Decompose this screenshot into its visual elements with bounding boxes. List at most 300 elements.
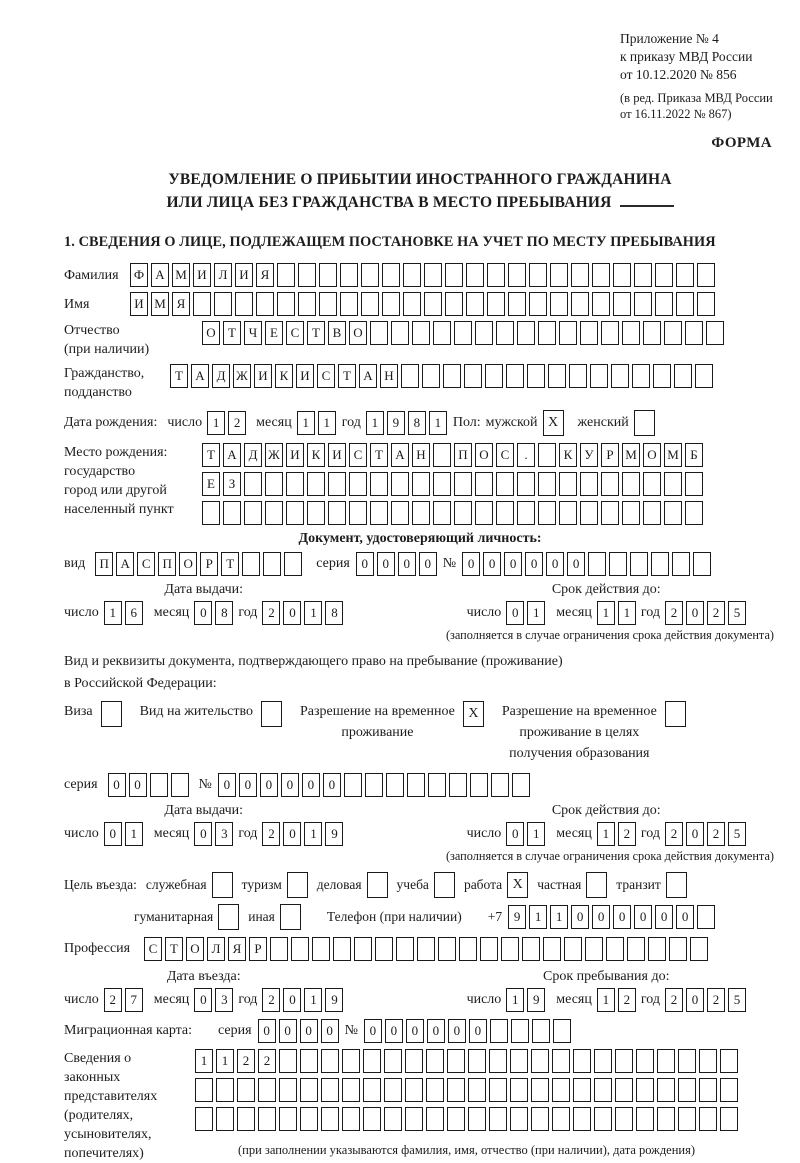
identity-type-cell[interactable]: Р — [200, 552, 218, 576]
residence-issue-day-cell[interactable]: 1 — [125, 822, 143, 846]
legal-representatives-cell[interactable] — [615, 1078, 633, 1102]
surname-cell[interactable] — [592, 263, 610, 287]
given-name-cell[interactable] — [403, 292, 421, 316]
legal-representatives-cell[interactable] — [237, 1078, 255, 1102]
birth-place-cell[interactable]: З — [223, 472, 241, 496]
birth-place-cell[interactable] — [454, 501, 472, 525]
given-name-cell[interactable] — [466, 292, 484, 316]
residence-issue-month-cell[interactable]: 3 — [215, 822, 233, 846]
migration-number-cell[interactable] — [511, 1019, 529, 1043]
identity-number-cell[interactable] — [693, 552, 711, 576]
identity-number-cell[interactable]: 0 — [567, 552, 585, 576]
profession-cell[interactable] — [438, 937, 456, 961]
purpose-official-checkbox-box[interactable] — [212, 872, 233, 898]
birth-place-cell[interactable]: Б — [685, 443, 703, 467]
birth-place-cell[interactable] — [517, 501, 535, 525]
phone-digit-cell[interactable]: 0 — [613, 905, 631, 929]
migration-number-cell[interactable]: 0 — [469, 1019, 487, 1043]
patronymic-cell[interactable]: Ч — [244, 321, 262, 345]
birth-place-cell[interactable] — [265, 501, 283, 525]
legal-representatives-cell[interactable] — [552, 1107, 570, 1131]
citizenship-cell[interactable]: И — [296, 364, 314, 388]
legal-representatives-cell[interactable] — [510, 1107, 528, 1131]
birth-place-cell[interactable] — [307, 501, 325, 525]
residence-issue-year-cell[interactable]: 2 — [262, 822, 280, 846]
residence-number-cell[interactable] — [365, 773, 383, 797]
surname-cell[interactable]: И — [235, 263, 253, 287]
birth-place-cell[interactable] — [601, 501, 619, 525]
residence-valid-day-cell[interactable]: 1 — [527, 822, 545, 846]
birth-place-cell[interactable] — [601, 472, 619, 496]
citizenship-cell[interactable]: А — [191, 364, 209, 388]
citizenship-cell[interactable]: Т — [170, 364, 188, 388]
given-name-cell[interactable] — [445, 292, 463, 316]
patronymic-cell[interactable] — [391, 321, 409, 345]
migration-series-cell[interactable]: 0 — [258, 1019, 276, 1043]
entry-year-cell[interactable]: 0 — [283, 988, 301, 1012]
given-name-cell[interactable] — [277, 292, 295, 316]
phone-digit-cell[interactable]: 1 — [529, 905, 547, 929]
birth-place-cell[interactable] — [349, 472, 367, 496]
patronymic-cell[interactable] — [664, 321, 682, 345]
residence-number-cell[interactable] — [386, 773, 404, 797]
identity-valid-day-cell[interactable]: 0 — [506, 601, 524, 625]
legal-representatives-cell[interactable] — [405, 1107, 423, 1131]
birth-place-cell[interactable] — [496, 501, 514, 525]
legal-representatives-cell[interactable] — [384, 1049, 402, 1073]
purpose-study-checkbox-box[interactable] — [434, 872, 455, 898]
birth-place-cell[interactable] — [202, 501, 220, 525]
identity-number-cell[interactable]: 0 — [525, 552, 543, 576]
residence-number-cell[interactable] — [449, 773, 467, 797]
citizenship-cell[interactable] — [422, 364, 440, 388]
legal-representatives-cell[interactable] — [300, 1078, 318, 1102]
legal-representatives-cell[interactable] — [657, 1107, 675, 1131]
profession-cell[interactable] — [501, 937, 519, 961]
birth-place-cell[interactable]: Е — [202, 472, 220, 496]
legal-representatives-cell[interactable] — [573, 1078, 591, 1102]
birth-month-cell[interactable]: 1 — [297, 411, 315, 435]
stay-year-cell[interactable]: 2 — [707, 988, 725, 1012]
surname-cell[interactable] — [655, 263, 673, 287]
surname-cell[interactable] — [319, 263, 337, 287]
given-name-cell[interactable] — [214, 292, 232, 316]
citizenship-cell[interactable] — [632, 364, 650, 388]
legal-representatives-cell[interactable] — [678, 1107, 696, 1131]
given-name-cell[interactable] — [529, 292, 547, 316]
residence-valid-month-cell[interactable]: 2 — [618, 822, 636, 846]
legal-representatives-cell[interactable] — [594, 1049, 612, 1073]
identity-valid-year-cell[interactable]: 2 — [665, 601, 683, 625]
stay-year-cell[interactable]: 2 — [665, 988, 683, 1012]
birth-place-cell[interactable]: . — [517, 443, 535, 467]
legal-representatives-cell[interactable] — [342, 1107, 360, 1131]
purpose-other-checkbox-box[interactable] — [280, 904, 301, 930]
residence-number-cell[interactable] — [428, 773, 446, 797]
legal-representatives-cell[interactable] — [363, 1078, 381, 1102]
birth-place-cell[interactable]: С — [496, 443, 514, 467]
given-name-cell[interactable] — [298, 292, 316, 316]
patronymic-cell[interactable] — [475, 321, 493, 345]
birth-place-cell[interactable]: О — [475, 443, 493, 467]
given-name-cell[interactable] — [382, 292, 400, 316]
sex-female-checkbox-box[interactable] — [634, 410, 655, 436]
purpose-work-checkbox-box[interactable]: X — [507, 872, 528, 898]
legal-representatives-cell[interactable] — [300, 1049, 318, 1073]
identity-issue-day-cell[interactable]: 6 — [125, 601, 143, 625]
residence-number-cell[interactable] — [512, 773, 530, 797]
citizenship-cell[interactable] — [590, 364, 608, 388]
patronymic-cell[interactable] — [580, 321, 598, 345]
surname-cell[interactable] — [466, 263, 484, 287]
profession-cell[interactable]: О — [186, 937, 204, 961]
citizenship-cell[interactable]: Н — [380, 364, 398, 388]
identity-issue-year-cell[interactable]: 8 — [325, 601, 343, 625]
legal-representatives-cell[interactable] — [636, 1107, 654, 1131]
residence-valid-day-cell[interactable]: 0 — [506, 822, 524, 846]
legal-representatives-cell[interactable] — [636, 1049, 654, 1073]
phone-digit-cell[interactable] — [697, 905, 715, 929]
birth-year-cell[interactable]: 1 — [429, 411, 447, 435]
birth-place-cell[interactable] — [307, 472, 325, 496]
surname-cell[interactable]: Ф — [130, 263, 148, 287]
identity-type-cell[interactable]: А — [116, 552, 134, 576]
surname-cell[interactable] — [550, 263, 568, 287]
profession-cell[interactable] — [522, 937, 540, 961]
legal-representatives-cell[interactable] — [699, 1049, 717, 1073]
migration-series-cell[interactable]: 0 — [321, 1019, 339, 1043]
identity-type-cell[interactable]: С — [137, 552, 155, 576]
edu-permit-checkbox-box[interactable] — [665, 701, 686, 727]
birth-place-cell[interactable] — [643, 472, 661, 496]
birth-place-cell[interactable] — [328, 472, 346, 496]
identity-type-cell[interactable]: П — [95, 552, 113, 576]
birth-place-cell[interactable] — [244, 501, 262, 525]
birth-place-cell[interactable]: О — [643, 443, 661, 467]
citizenship-cell[interactable]: Д — [212, 364, 230, 388]
legal-representatives-cell[interactable] — [405, 1049, 423, 1073]
birth-place-cell[interactable] — [244, 472, 262, 496]
patronymic-cell[interactable] — [370, 321, 388, 345]
residence-issue-month-cell[interactable]: 0 — [194, 822, 212, 846]
temp-permit-checkbox-box[interactable]: X — [463, 701, 484, 727]
birth-place-cell[interactable] — [412, 472, 430, 496]
citizenship-cell[interactable] — [674, 364, 692, 388]
legal-representatives-cell[interactable] — [447, 1107, 465, 1131]
legal-representatives-cell[interactable] — [258, 1107, 276, 1131]
entry-day-cell[interactable]: 2 — [104, 988, 122, 1012]
birth-place-cell[interactable] — [580, 501, 598, 525]
legal-representatives-cell[interactable] — [279, 1078, 297, 1102]
surname-cell[interactable]: А — [151, 263, 169, 287]
birth-place-cell[interactable]: П — [454, 443, 472, 467]
birth-place-cell[interactable]: Т — [370, 443, 388, 467]
migration-number-cell[interactable]: 0 — [406, 1019, 424, 1043]
identity-issue-month-cell[interactable]: 8 — [215, 601, 233, 625]
legal-representatives-cell[interactable] — [615, 1107, 633, 1131]
profession-cell[interactable] — [354, 937, 372, 961]
birth-place-cell[interactable] — [349, 501, 367, 525]
stay-day-cell[interactable]: 1 — [506, 988, 524, 1012]
identity-type-cell[interactable] — [242, 552, 260, 576]
birth-place-cell[interactable]: Д — [244, 443, 262, 467]
birth-place-cell[interactable]: У — [580, 443, 598, 467]
migration-number-cell[interactable] — [490, 1019, 508, 1043]
birth-place-cell[interactable]: С — [349, 443, 367, 467]
birth-place-cell[interactable] — [685, 472, 703, 496]
identity-number-cell[interactable] — [651, 552, 669, 576]
phone-digit-cell[interactable]: 0 — [571, 905, 589, 929]
legal-representatives-cell[interactable] — [468, 1107, 486, 1131]
identity-type-cell[interactable] — [284, 552, 302, 576]
birth-place-cell[interactable] — [622, 501, 640, 525]
birth-place-cell[interactable]: К — [559, 443, 577, 467]
legal-representatives-cell[interactable] — [468, 1078, 486, 1102]
profession-cell[interactable] — [270, 937, 288, 961]
surname-cell[interactable] — [613, 263, 631, 287]
legal-representatives-cell[interactable] — [531, 1049, 549, 1073]
patronymic-cell[interactable]: О — [202, 321, 220, 345]
birth-place-cell[interactable] — [412, 501, 430, 525]
citizenship-cell[interactable] — [653, 364, 671, 388]
birth-day-cell[interactable]: 2 — [228, 411, 246, 435]
residence-issue-day-cell[interactable]: 0 — [104, 822, 122, 846]
legal-representatives-cell[interactable] — [510, 1078, 528, 1102]
patronymic-cell[interactable] — [517, 321, 535, 345]
birth-place-cell[interactable] — [622, 472, 640, 496]
birth-place-cell[interactable] — [370, 472, 388, 496]
legal-representatives-cell[interactable] — [573, 1049, 591, 1073]
given-name-cell[interactable] — [550, 292, 568, 316]
patronymic-cell[interactable] — [412, 321, 430, 345]
residence-series-cell[interactable] — [150, 773, 168, 797]
identity-type-cell[interactable] — [263, 552, 281, 576]
legal-representatives-cell[interactable] — [321, 1049, 339, 1073]
birth-place-cell[interactable] — [433, 501, 451, 525]
entry-year-cell[interactable]: 9 — [325, 988, 343, 1012]
legal-representatives-cell[interactable] — [510, 1049, 528, 1073]
identity-valid-month-cell[interactable]: 1 — [618, 601, 636, 625]
profession-cell[interactable] — [648, 937, 666, 961]
profession-cell[interactable] — [669, 937, 687, 961]
entry-year-cell[interactable]: 1 — [304, 988, 322, 1012]
residence-issue-year-cell[interactable]: 0 — [283, 822, 301, 846]
birth-place-cell[interactable] — [391, 501, 409, 525]
legal-representatives-cell[interactable] — [258, 1078, 276, 1102]
purpose-business-checkbox-box[interactable] — [367, 872, 388, 898]
given-name-cell[interactable]: Я — [172, 292, 190, 316]
birth-place-cell[interactable]: Р — [601, 443, 619, 467]
legal-representatives-cell[interactable] — [531, 1107, 549, 1131]
given-name-cell[interactable] — [508, 292, 526, 316]
patronymic-cell[interactable] — [496, 321, 514, 345]
phone-digit-cell[interactable]: 9 — [508, 905, 526, 929]
identity-type-cell[interactable]: О — [179, 552, 197, 576]
residence-number-cell[interactable] — [407, 773, 425, 797]
phone-digit-cell[interactable]: 0 — [592, 905, 610, 929]
stay-year-cell[interactable]: 5 — [728, 988, 746, 1012]
legal-representatives-cell[interactable] — [594, 1078, 612, 1102]
purpose-private-checkbox-box[interactable] — [586, 872, 607, 898]
birth-place-cell[interactable] — [433, 443, 451, 467]
given-name-cell[interactable] — [613, 292, 631, 316]
legal-representatives-cell[interactable]: 2 — [258, 1049, 276, 1073]
residence-series-cell[interactable]: 0 — [129, 773, 147, 797]
profession-cell[interactable] — [291, 937, 309, 961]
residence-number-cell[interactable] — [470, 773, 488, 797]
birth-place-cell[interactable] — [538, 501, 556, 525]
residence-number-cell[interactable]: 0 — [239, 773, 257, 797]
phone-digit-cell[interactable]: 0 — [676, 905, 694, 929]
given-name-cell[interactable]: М — [151, 292, 169, 316]
patronymic-cell[interactable]: С — [286, 321, 304, 345]
profession-cell[interactable]: Р — [249, 937, 267, 961]
identity-issue-day-cell[interactable]: 1 — [104, 601, 122, 625]
birth-place-cell[interactable] — [580, 472, 598, 496]
patronymic-cell[interactable]: Т — [307, 321, 325, 345]
surname-cell[interactable] — [529, 263, 547, 287]
legal-representatives-cell[interactable] — [531, 1078, 549, 1102]
phone-digit-cell[interactable]: 1 — [550, 905, 568, 929]
residence-valid-year-cell[interactable]: 2 — [707, 822, 725, 846]
stay-year-cell[interactable]: 0 — [686, 988, 704, 1012]
given-name-cell[interactable] — [676, 292, 694, 316]
surname-cell[interactable] — [424, 263, 442, 287]
legal-representatives-cell[interactable] — [489, 1078, 507, 1102]
migration-number-cell[interactable] — [553, 1019, 571, 1043]
birth-place-cell[interactable] — [223, 501, 241, 525]
legal-representatives-cell[interactable] — [678, 1078, 696, 1102]
birth-place-cell[interactable]: А — [223, 443, 241, 467]
birth-day-cell[interactable]: 1 — [207, 411, 225, 435]
profession-cell[interactable]: С — [144, 937, 162, 961]
citizenship-cell[interactable] — [569, 364, 587, 388]
birth-place-cell[interactable]: А — [391, 443, 409, 467]
profession-cell[interactable] — [690, 937, 708, 961]
birth-place-cell[interactable]: М — [622, 443, 640, 467]
legal-representatives-cell[interactable] — [363, 1049, 381, 1073]
profession-cell[interactable] — [333, 937, 351, 961]
patronymic-cell[interactable] — [706, 321, 724, 345]
citizenship-cell[interactable] — [485, 364, 503, 388]
legal-representatives-cell[interactable] — [615, 1049, 633, 1073]
birth-place-cell[interactable] — [328, 501, 346, 525]
residence-series-cell[interactable]: 0 — [108, 773, 126, 797]
legal-representatives-cell[interactable] — [342, 1078, 360, 1102]
identity-issue-year-cell[interactable]: 0 — [283, 601, 301, 625]
given-name-cell[interactable] — [697, 292, 715, 316]
patronymic-cell[interactable] — [454, 321, 472, 345]
profession-cell[interactable] — [564, 937, 582, 961]
birth-place-cell[interactable] — [475, 501, 493, 525]
residence-valid-year-cell[interactable]: 2 — [665, 822, 683, 846]
birth-place-cell[interactable] — [475, 472, 493, 496]
phone-digit-cell[interactable]: 0 — [655, 905, 673, 929]
residence-number-cell[interactable]: 0 — [281, 773, 299, 797]
citizenship-cell[interactable] — [506, 364, 524, 388]
entry-day-cell[interactable]: 7 — [125, 988, 143, 1012]
purpose-tourism-checkbox-box[interactable] — [287, 872, 308, 898]
profession-cell[interactable] — [627, 937, 645, 961]
legal-representatives-cell[interactable]: 1 — [216, 1049, 234, 1073]
birth-place-cell[interactable] — [664, 501, 682, 525]
surname-cell[interactable] — [340, 263, 358, 287]
identity-number-cell[interactable] — [672, 552, 690, 576]
birth-place-cell[interactable]: М — [664, 443, 682, 467]
surname-cell[interactable] — [403, 263, 421, 287]
birth-year-cell[interactable]: 8 — [408, 411, 426, 435]
stay-day-cell[interactable]: 9 — [527, 988, 545, 1012]
legal-representatives-cell[interactable] — [279, 1107, 297, 1131]
birth-year-cell[interactable]: 9 — [387, 411, 405, 435]
entry-month-cell[interactable]: 0 — [194, 988, 212, 1012]
legal-representatives-cell[interactable] — [363, 1107, 381, 1131]
profession-cell[interactable] — [585, 937, 603, 961]
identity-series-cell[interactable]: 0 — [356, 552, 374, 576]
identity-number-cell[interactable] — [609, 552, 627, 576]
surname-cell[interactable] — [676, 263, 694, 287]
migration-series-cell[interactable]: 0 — [279, 1019, 297, 1043]
profession-cell[interactable] — [396, 937, 414, 961]
legal-representatives-cell[interactable] — [552, 1078, 570, 1102]
profession-cell[interactable]: Л — [207, 937, 225, 961]
legal-representatives-cell[interactable] — [699, 1078, 717, 1102]
given-name-cell[interactable] — [256, 292, 274, 316]
identity-number-cell[interactable] — [588, 552, 606, 576]
entry-month-cell[interactable]: 3 — [215, 988, 233, 1012]
migration-series-cell[interactable]: 0 — [300, 1019, 318, 1043]
profession-cell[interactable] — [459, 937, 477, 961]
residence-issue-year-cell[interactable]: 1 — [304, 822, 322, 846]
birth-place-cell[interactable] — [664, 472, 682, 496]
birth-place-cell[interactable] — [286, 472, 304, 496]
given-name-cell[interactable] — [361, 292, 379, 316]
legal-representatives-cell[interactable] — [321, 1078, 339, 1102]
identity-type-cell[interactable]: Т — [221, 552, 239, 576]
residence-number-cell[interactable]: 0 — [323, 773, 341, 797]
patronymic-cell[interactable]: Е — [265, 321, 283, 345]
profession-cell[interactable]: Т — [165, 937, 183, 961]
patronymic-cell[interactable] — [685, 321, 703, 345]
legal-representatives-cell[interactable] — [489, 1049, 507, 1073]
citizenship-cell[interactable]: К — [275, 364, 293, 388]
profession-cell[interactable] — [606, 937, 624, 961]
surname-cell[interactable] — [508, 263, 526, 287]
identity-number-cell[interactable] — [630, 552, 648, 576]
birth-place-cell[interactable]: К — [307, 443, 325, 467]
identity-issue-month-cell[interactable]: 0 — [194, 601, 212, 625]
birth-place-cell[interactable] — [517, 472, 535, 496]
legal-representatives-cell[interactable] — [594, 1107, 612, 1131]
citizenship-cell[interactable]: А — [359, 364, 377, 388]
surname-cell[interactable]: Л — [214, 263, 232, 287]
legal-representatives-cell[interactable] — [657, 1049, 675, 1073]
migration-number-cell[interactable]: 0 — [385, 1019, 403, 1043]
residence-valid-year-cell[interactable]: 5 — [728, 822, 746, 846]
birth-place-cell[interactable] — [538, 443, 556, 467]
residence-number-cell[interactable]: 0 — [260, 773, 278, 797]
identity-number-cell[interactable]: 0 — [504, 552, 522, 576]
surname-cell[interactable]: Я — [256, 263, 274, 287]
legal-representatives-cell[interactable] — [657, 1078, 675, 1102]
surname-cell[interactable] — [571, 263, 589, 287]
residence-issue-year-cell[interactable]: 9 — [325, 822, 343, 846]
profession-cell[interactable] — [312, 937, 330, 961]
given-name-cell[interactable] — [193, 292, 211, 316]
identity-valid-year-cell[interactable]: 0 — [686, 601, 704, 625]
citizenship-cell[interactable] — [611, 364, 629, 388]
identity-number-cell[interactable]: 0 — [483, 552, 501, 576]
